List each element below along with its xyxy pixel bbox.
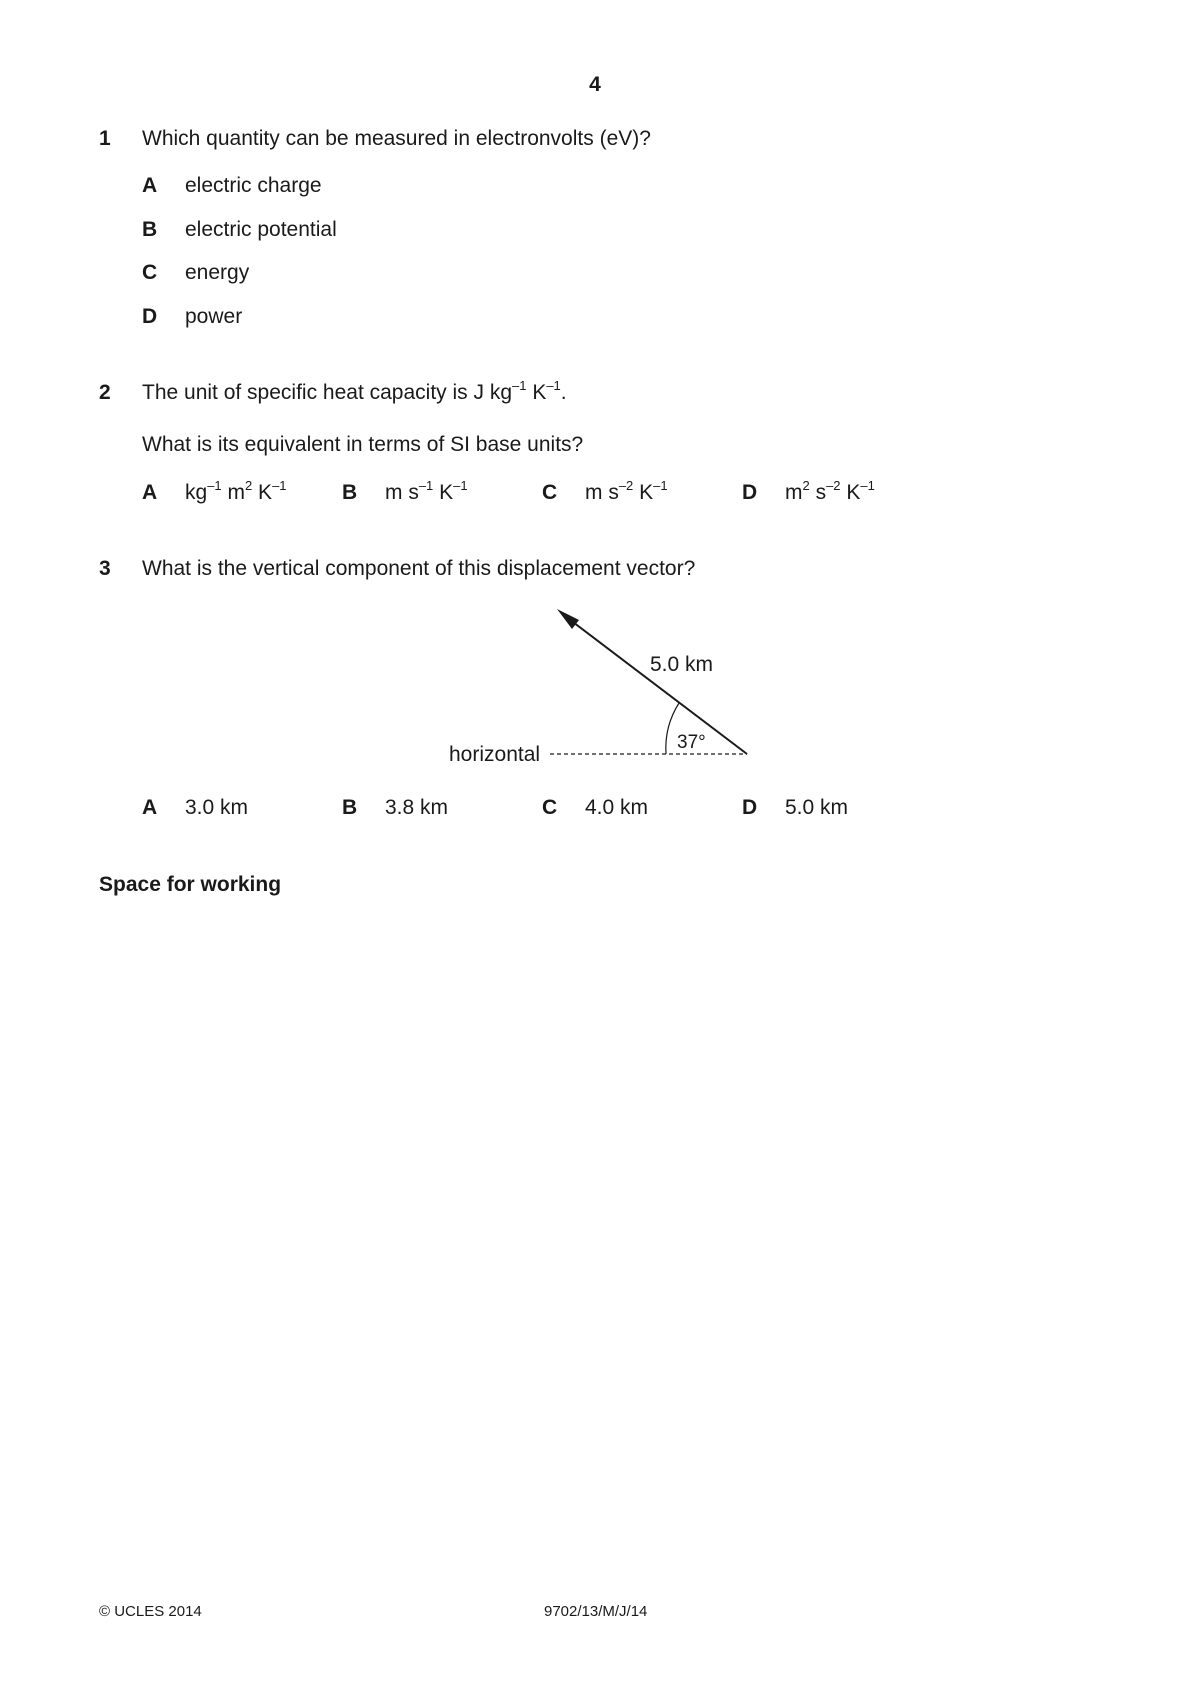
q3-option-c-letter: C xyxy=(542,796,558,819)
working-space-heading: Space for working xyxy=(99,873,282,896)
q3-option-a-text: 3.0 km xyxy=(185,796,249,819)
angle-label: 37° xyxy=(677,732,706,753)
question-1-text: Which quantity can be measured in electronvolts (eV)? xyxy=(142,127,651,150)
question-3-text: What is the vertical component of this displacement vector? xyxy=(142,557,696,580)
page-number: 4 xyxy=(589,73,601,96)
question-2-text: The unit of specific heat capacity is J $kg^{-1}$ $K^{-1}$. xyxy=(142,378,567,404)
vector-arrowhead xyxy=(557,609,579,629)
q2-option-c-text: m $s^{-2}$ $K^{-1}$ xyxy=(585,478,668,504)
footer-copyright: © UCLES 2014 xyxy=(99,1603,202,1620)
q3-option-d-letter: D xyxy=(742,796,758,819)
question-2-number: 2 xyxy=(99,381,111,404)
q1-option-b-letter: B xyxy=(142,218,158,241)
q3-option-b-letter: B xyxy=(342,796,358,819)
q3-option-b-text: 3.8 km xyxy=(385,796,449,819)
question-2-subtext: What is its equivalent in terms of SI base units? xyxy=(142,433,584,456)
horizontal-label: horizontal xyxy=(449,743,541,766)
q1-option-d-letter: D xyxy=(142,305,158,328)
q2-option-a-text: $kg^{-1}$ $m^2$ $K^{-1}$ xyxy=(185,478,287,504)
q1-option-a-letter: A xyxy=(142,174,158,197)
q2-option-b-text: m $s^{-1}$ $K^{-1}$ xyxy=(385,478,468,504)
question-1-number: 1 xyxy=(99,127,111,150)
displacement-vector-line xyxy=(565,616,747,754)
q1-option-c-text: energy xyxy=(185,261,250,284)
q3-option-a-letter: A xyxy=(142,796,158,819)
q1-option-b-text: electric potential xyxy=(185,218,337,241)
q2-option-d-letter: D xyxy=(742,481,758,504)
q2-option-a-letter: A xyxy=(142,481,158,504)
q1-option-a-text: electric charge xyxy=(185,174,322,197)
q2-option-c-letter: C xyxy=(542,481,558,504)
footer-paper-code: 9702/13/M/J/14 xyxy=(544,1603,648,1620)
vector-magnitude-label: 5.0 km xyxy=(650,653,714,676)
q3-option-d-text: 5.0 km xyxy=(785,796,849,819)
q2-option-d-text: $m^2$ $s^{-2}$ $K^{-1}$ xyxy=(785,478,875,504)
question-3-number: 3 xyxy=(99,557,111,580)
q1-option-d-text: power xyxy=(185,305,243,328)
displacement-vector-diagram xyxy=(0,0,1190,800)
q2-option-b-letter: B xyxy=(342,481,358,504)
q3-option-c-text: 4.0 km xyxy=(585,796,649,819)
q1-option-c-letter: C xyxy=(142,261,158,284)
